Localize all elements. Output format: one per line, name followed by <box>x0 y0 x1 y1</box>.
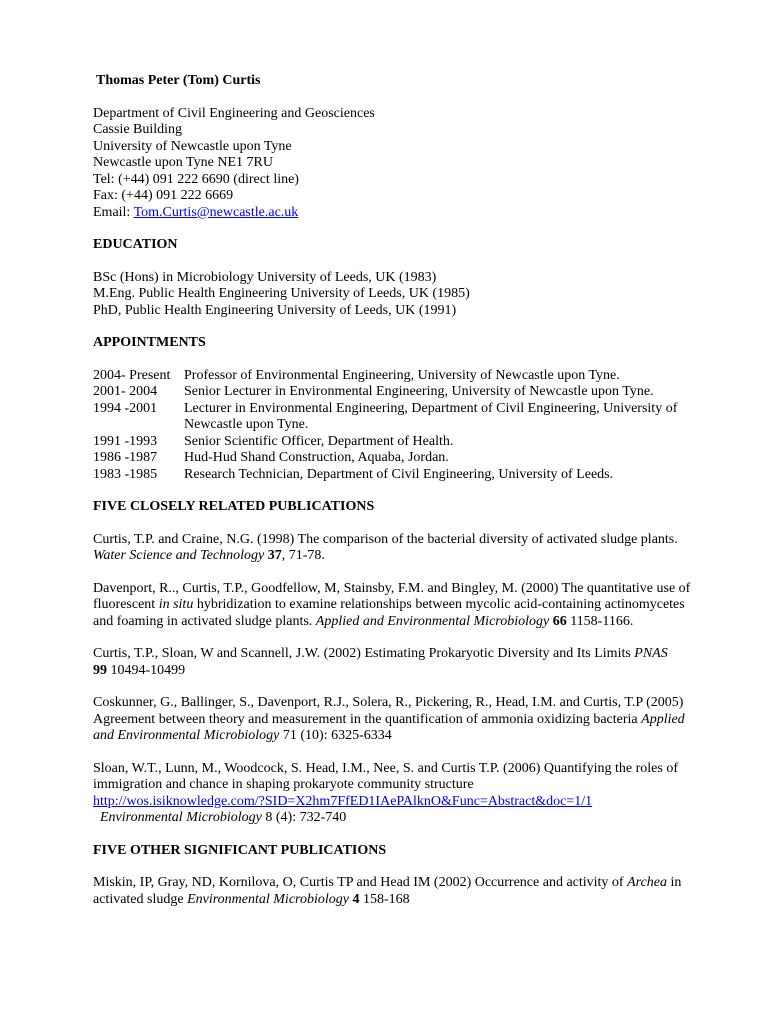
phone-line: Tel: (+44) 091 222 6690 (direct line) <box>93 171 299 187</box>
cv-name: Thomas Peter (Tom) Curtis <box>96 73 261 88</box>
appointment-date: 1991 -1993 <box>93 433 158 449</box>
education-item: M.Eng. Public Health Engineering University of Leeds, UK (1985) <box>93 286 470 301</box>
appointment-date: 2004- Present <box>93 367 171 383</box>
journal-name: Environmental Microbiology <box>100 810 262 825</box>
publication-citation-cont: in activated sludge <box>93 875 682 907</box>
education-heading: EDUCATION <box>93 237 178 252</box>
publication-citation: Miskin, IP, Gray, ND, Kornilova, O, Curtis TP and Head IM (2002) Occurrence and activity of <box>93 875 628 890</box>
appointment-text: Senior Lecturer in Environmental Engineering, University of Newcastle upon Tyne. <box>184 384 654 399</box>
page-range: 8 (4): 732-740 <box>261 810 347 825</box>
appointment-text: Lecturer in Environmental Engineering, Department of Civil Engineering, University of Newcastle upon Tyne. <box>184 400 678 432</box>
publication-url-link[interactable]: http://wos.isiknowledge.com/?SID=X2hm7FfED1IAePAlknO&Func=Abstract&doc=1/1 <box>93 793 593 809</box>
email-label: Email: <box>93 204 134 220</box>
email-line <box>93 205 696 222</box>
contact-block <box>93 106 696 222</box>
education-list <box>93 270 696 320</box>
appointment-date: 1994 -2001 <box>93 400 158 416</box>
appointment-text: Professor of Environmental Engineering, University of Newcastle upon Tyne. <box>184 367 620 383</box>
appointments-heading: APPOINTMENTS <box>93 335 206 350</box>
publication-entry <box>93 646 696 679</box>
publication-entry <box>93 875 696 908</box>
appointment-date: 1983 -1985 <box>93 466 158 482</box>
page-range: 10494-10499 <box>107 662 186 678</box>
appointment-row <box>93 450 696 467</box>
organism-term: Archea <box>627 875 668 890</box>
volume-number: 66 <box>552 613 567 629</box>
education-item: PhD, Public Health Engineering University of Leeds, UK (1991) <box>93 302 457 318</box>
page-range: 71 (10): 6325-6334 <box>279 728 392 743</box>
journal-name: Water Science and Technology <box>93 548 265 563</box>
appointment-row <box>93 434 696 451</box>
appointment-text: Research Technician, Department of Civil Engineering, University of Leeds. <box>184 466 614 482</box>
journal-name: Environmental Microbiology <box>187 891 349 907</box>
journal-name: Applied and Environmental Microbiology <box>315 613 550 629</box>
appointment-row <box>93 401 696 434</box>
address-line: Newcastle upon Tyne NE1 7RU <box>93 155 273 170</box>
publication-entry <box>93 695 696 745</box>
appointment-text: Hud-Hud Shand Construction, Aquaba, Jordan. <box>184 450 449 465</box>
close-publications-heading: FIVE CLOSELY RELATED PUBLICATIONS <box>93 499 375 514</box>
publication-entry <box>93 581 696 631</box>
publication-citation: Coskunner, G., Ballinger, S., Davenport, R.J., Solera, R., Pickering, R., Head, I.M. and Curtis, T.P (2005) Agreement between theory and measurement in the quantification of ammonia oxidizing bacteria <box>93 695 684 727</box>
publication-citation: Curtis, T.P., Sloan, W and Scannell, J.W. (2002) Estimating Prokaryotic Diversity and Its Limits <box>93 646 635 661</box>
appointment-date: 1986 -1987 <box>93 450 158 465</box>
volume-number: 4 <box>352 891 360 907</box>
education-item: BSc (Hons) in Microbiology University of Leeds, UK (1983) <box>93 269 437 285</box>
page-range: 1158-1166. <box>566 613 634 629</box>
page-range: , 71-78. <box>281 548 325 563</box>
fax-line: Fax: (+44) 091 222 6669 <box>93 188 234 203</box>
publication-citation: Sloan, W.T., Lunn, M., Woodcock, S. Head, I.M., Nee, S. and Curtis T.P. (2006) Quantifying the roles of immigration and chance in shaping prokaryote community structure <box>93 760 678 792</box>
publication-entry <box>93 532 696 565</box>
address-line: Cassie Building <box>93 122 183 137</box>
appointment-row <box>93 467 696 484</box>
publication-citation-cont: hybridization to examine relationships between mycolic acid-containing actinomycetes and foaming in activated sludge plants. <box>93 597 685 629</box>
appointment-text: Senior Scientific Officer, Department of Health. <box>184 433 454 449</box>
journal-name: Applied and Environmental Microbiology <box>93 711 685 743</box>
appointment-date: 2001- 2004 <box>93 384 158 399</box>
appointments-list <box>93 368 696 484</box>
journal-line <box>93 810 346 825</box>
in-situ-term: in situ <box>158 597 194 612</box>
publication-citation: Davenport, R.., Curtis, T.P., Goodfellow, M, Stainsby, F.M. and Bingley, M. (2000) The quantitative use of fluorescent <box>93 580 691 612</box>
publication-citation: Curtis, T.P. and Craine, N.G. (1998) The comparison of the bacterial diversity of activated sludge plants. <box>93 531 678 547</box>
address-line: University of Newcastle upon Tyne <box>93 138 292 154</box>
volume-number: 37 <box>267 548 282 563</box>
appointment-row <box>93 368 696 385</box>
appointment-row <box>93 384 696 401</box>
journal-name: PNAS <box>634 646 668 661</box>
address-line: Department of Civil Engineering and Geosciences <box>93 105 375 121</box>
other-publications-heading: FIVE OTHER SIGNIFICANT PUBLICATIONS <box>93 842 387 858</box>
email-link[interactable]: Tom.Curtis@newcastle.ac.uk <box>133 204 299 220</box>
page-range: 158-168 <box>359 891 410 907</box>
publication-entry <box>93 761 696 827</box>
volume-number: 99 <box>93 662 107 678</box>
